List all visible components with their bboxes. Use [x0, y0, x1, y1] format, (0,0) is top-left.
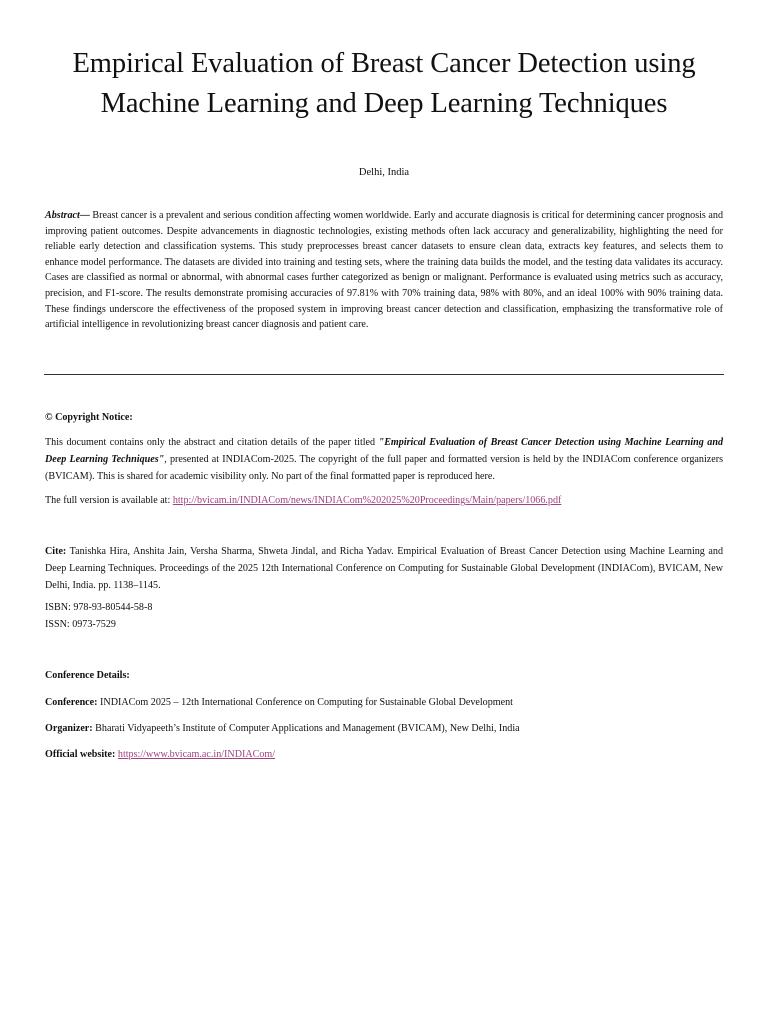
section-divider: [44, 374, 724, 375]
conference-label: Conference:: [45, 697, 98, 708]
abstract-text: Breast cancer is a prevalent and serious condition affecting women worldwide. Early and accurate diagnosis is critical for determining cancer prognosis and improving patient outcomes. Despite advancements in diagnostic technologies, existing methods often lack accuracy and generalizability, highlighting the need for reliable early detection and classification systems. This study preprocesses breast cancer datasets to ensure clean data, extracts key features, and selects them to enhance model performance. The datasets are divided into training and testing sets, where the training data builds the model, and the testing data validates its accuracy. Cases are classified as normal or abnormal, with abnormal cases further categorized as benign or malignant. Performance is evaluated using metrics such as accuracy, precision, and F1-score. The results demonstrate promising accuracies of 97.81% with 70% training data, 98% with 80%, and an ideal 100% with 90% training data. These findings underscore the effectiveness of the proposed system in improving breast cancer detection and classification, emphasizing the transformative role of artificial intelligence in revolutionizing breast cancer diagnosis and patient care.: [45, 210, 723, 331]
copyright-notice-paragraph: [45, 434, 723, 485]
official-website-label: Official website:: [45, 749, 116, 760]
abstract-paragraph: [45, 208, 723, 333]
official-website-link[interactable]: https://www.bvicam.ac.in/INDIACom/: [117, 749, 276, 760]
copyright-text-after: , presented at INDIACom-2025. The copyright of the full paper and formatted version is held by the INDIACom conference organizers (BVICAM). This is shared for academic visibility only. No part of the final formatted paper is reproduced here.: [45, 454, 723, 482]
organizer-line: [45, 720, 723, 737]
conference-value: INDIACom 2025 – 12th International Conference on Computing for Sustainable Global Development: [97, 697, 513, 708]
conference-line: [45, 694, 723, 711]
organizer-value: Bharati Vidyapeeth’s Institute of Computer Applications and Management (BVICAM), New Delhi, India: [92, 723, 520, 734]
citation-text: Tanishka Hira, Anshita Jain, Versha Sharma, Shweta Jindal, and Richa Yadav. Empirical Evaluation of Breast Cancer Detection using Machine Learning and Deep Learning Techniques. Proceedings of the 2025 12th International Conference on Computing for Sustainable Global Development (INDIACom), BVICAM, New Delhi, India. pp. 1138–1145.: [45, 546, 723, 591]
paper-title-line-1: Empirical Evaluation of Breast Cancer Detection using: [72, 48, 696, 79]
copyright-heading: © Copyright Notice:: [45, 412, 133, 423]
full-version-line: [45, 492, 723, 509]
paper-title-line-2: Machine Learning and Deep Learning Techniques: [100, 88, 668, 119]
paper-title: [30, 44, 738, 124]
full-version-label: The full version is available at:: [45, 495, 173, 506]
official-website-line: [45, 746, 723, 763]
citation-label: Cite:: [45, 546, 67, 557]
copyright-paper-title: "Empirical Evaluation of Breast Cancer Detection using Machine Learning and Deep Learning Techniques": [45, 437, 723, 465]
issn-line: ISSN: 0973-7529: [45, 619, 116, 630]
copyright-text-before: This document contains only the abstract and citation details of the paper titled: [45, 437, 379, 448]
organizer-label: Organizer:: [45, 723, 93, 734]
isbn-line: ISBN: 978-93-80544-58-8: [45, 602, 153, 613]
abstract-label: Abstract—: [45, 210, 90, 221]
author-affiliation: Delhi, India: [358, 167, 410, 178]
conference-details-heading: Conference Details:: [45, 670, 130, 681]
citation-paragraph: [45, 543, 723, 594]
full-version-link[interactable]: http://bvicam.in/INDIACom/news/INDIACom%202025%20Proceedings/Main/papers/1066.pdf: [172, 495, 562, 506]
